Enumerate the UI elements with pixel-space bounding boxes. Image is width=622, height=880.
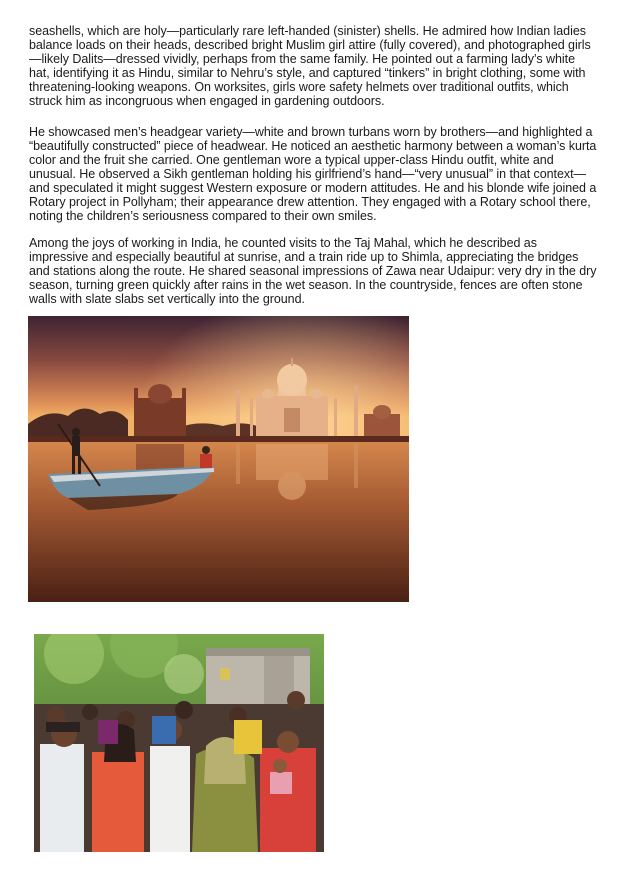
paragraph-2: He showcased men’s headgear variety—white and brown turbans worn by brothers—and highlighted a “beautifully constructed” piece of headwear. He noticed an aesthetic harmony between a woman’s kurta color and the fruit she carried. One gentleman wore a typical upper-class Hindu outfit, white and unusual. He observed a Sikh gentleman holding his girlfriend’s hand—“very unusual” in that context—and speculated it might suggest Western exposure or modern attitudes. He and his blonde wife joined a Rotary project in Pollyham; their appearance drew attention. They engaged with a Rotary school there, noting the children’s seriousness compared to their own smiles. (29, 125, 597, 223)
sign-plaque (220, 668, 230, 680)
crowd-scene (34, 634, 324, 852)
paragraph-3: Among the joys of working in India, he counted visits to the Taj Mahal, which he described as impressive and especially beautiful at sunrise, and a train ride up to Shimla, appreciating the bridges and stations along the route. He shared seasonal impressions of Zawa near Udaipur: very dry in the dry season, turning green quickly after rains in the wet season. In the countryside, fences are often stone walls with slate slabs set vertically into the ground. (29, 236, 597, 306)
paragraph-1: seashells, which are holy—particularly rare left-handed (sinister) shells. He admired how Indian ladies balance loads on their heads, described bright Muslim girl attire (fully covered), and photographed girls—likely Dalits—dressed vividly, perhaps from the same family. He pointed out a farming lady’s white hat, identifying it as Hindu, similar to Nehru’s style, and captured “tinkers” in bright clothing, some with threatening-looking weapons. On worksites, girls wore safety helmets over traditional outfits, which struck him as incongruous when engaged in gardening outdoors. (29, 24, 591, 108)
taj-mahal-sunrise-photo (28, 316, 409, 602)
crowd-photo (34, 634, 324, 852)
taj-mahal-scene (28, 316, 409, 602)
